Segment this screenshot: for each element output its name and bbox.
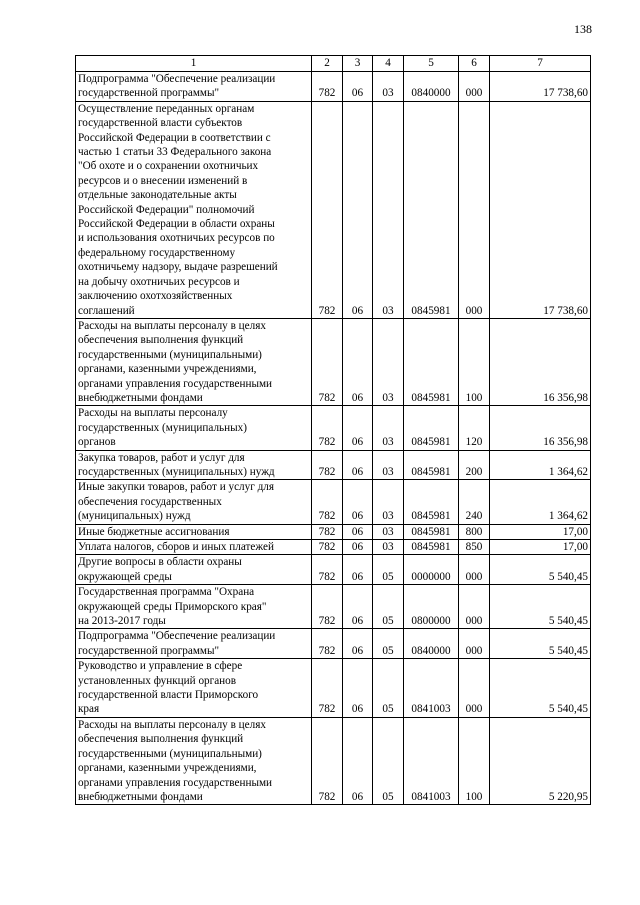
row-code-admin: 782	[312, 101, 343, 318]
row-amount: 5 540,45	[490, 659, 591, 718]
row-amount: 16 356,98	[490, 406, 591, 450]
row-code-section: 06	[343, 659, 373, 718]
row-code-target: 0841003	[404, 659, 459, 718]
row-description: Расходы на выплаты персоналу государственных (муниципальных) органов	[76, 406, 312, 450]
row-code-expense-type: 100	[459, 717, 490, 804]
row-code-target: 0845981	[404, 540, 459, 555]
row-description: Другие вопросы в области охраны окружающей среды	[76, 555, 312, 585]
table-row	[76, 629, 591, 659]
row-amount: 5 540,45	[490, 555, 591, 585]
table-body	[76, 56, 591, 805]
header-row	[76, 56, 591, 72]
budget-table	[75, 55, 591, 805]
row-description: Государственная программа "Охрана окружающей среды Приморского края" на 2013-2017 годы	[76, 585, 312, 629]
row-code-target: 0840000	[404, 72, 459, 102]
row-code-admin: 782	[312, 585, 343, 629]
header-cell: 6	[459, 56, 490, 72]
row-code-admin: 782	[312, 659, 343, 718]
row-code-expense-type: 000	[459, 629, 490, 659]
table-row	[76, 406, 591, 450]
row-code-section: 06	[343, 540, 373, 555]
row-code-expense-type: 000	[459, 101, 490, 318]
row-code-target: 0845981	[404, 318, 459, 405]
row-code-admin: 782	[312, 540, 343, 555]
row-code-subsection: 03	[373, 101, 404, 318]
table-row	[76, 72, 591, 102]
row-amount: 1 364,62	[490, 450, 591, 480]
row-code-expense-type: 100	[459, 318, 490, 405]
row-description: Уплата налогов, сборов и иных платежей	[76, 540, 312, 555]
row-code-expense-type: 850	[459, 540, 490, 555]
row-code-section: 06	[343, 72, 373, 102]
row-description: Расходы на выплаты персоналу в целях обеспечения выполнения функций государственными (муниципальными) органами, казенными учреждениями, органами управления государственными внебюджетными фондами	[76, 318, 312, 405]
table-row	[76, 659, 591, 718]
row-code-admin: 782	[312, 406, 343, 450]
row-code-subsection: 05	[373, 659, 404, 718]
row-code-subsection: 03	[373, 72, 404, 102]
table-row	[76, 524, 591, 539]
row-description: Расходы на выплаты персоналу в целях обеспечения выполнения функций государственными (муниципальными) органами, казенными учреждениями, органами управления государственными внебюджетными фондами	[76, 717, 312, 804]
row-code-section: 06	[343, 406, 373, 450]
table-row	[76, 717, 591, 804]
row-amount: 5 220,95	[490, 717, 591, 804]
row-code-subsection: 05	[373, 555, 404, 585]
row-code-subsection: 05	[373, 629, 404, 659]
row-amount: 17 738,60	[490, 72, 591, 102]
row-amount: 5 540,45	[490, 585, 591, 629]
row-amount: 16 356,98	[490, 318, 591, 405]
row-code-admin: 782	[312, 524, 343, 539]
table-row	[76, 318, 591, 405]
row-description: Руководство и управление в сфере установленных функций органов государственной власти Приморского края	[76, 659, 312, 718]
row-amount: 17,00	[490, 540, 591, 555]
table-row	[76, 480, 591, 524]
row-amount: 17 738,60	[490, 101, 591, 318]
row-code-subsection: 03	[373, 480, 404, 524]
row-code-admin: 782	[312, 450, 343, 480]
row-amount: 5 540,45	[490, 629, 591, 659]
header-cell: 2	[312, 56, 343, 72]
header-cell: 4	[373, 56, 404, 72]
row-code-subsection: 03	[373, 318, 404, 405]
row-code-target: 0840000	[404, 629, 459, 659]
row-code-admin: 782	[312, 318, 343, 405]
header-cell: 1	[76, 56, 312, 72]
table-row	[76, 540, 591, 555]
row-description: Иные бюджетные ассигнования	[76, 524, 312, 539]
table-row	[76, 101, 591, 318]
header-cell: 5	[404, 56, 459, 72]
row-amount: 1 364,62	[490, 480, 591, 524]
row-code-expense-type: 800	[459, 524, 490, 539]
page-number: 138	[574, 22, 592, 36]
row-code-expense-type: 000	[459, 659, 490, 718]
row-code-expense-type: 000	[459, 585, 490, 629]
row-code-section: 06	[343, 629, 373, 659]
row-code-expense-type: 200	[459, 450, 490, 480]
row-code-subsection: 05	[373, 717, 404, 804]
row-code-section: 06	[343, 555, 373, 585]
row-code-expense-type: 240	[459, 480, 490, 524]
table-row	[76, 585, 591, 629]
row-code-section: 06	[343, 318, 373, 405]
row-code-expense-type: 000	[459, 72, 490, 102]
row-code-target: 0845981	[404, 101, 459, 318]
row-code-admin: 782	[312, 629, 343, 659]
row-code-section: 06	[343, 524, 373, 539]
row-code-admin: 782	[312, 72, 343, 102]
row-code-admin: 782	[312, 717, 343, 804]
row-description: Подпрограмма "Обеспечение реализации государственной программы"	[76, 629, 312, 659]
row-amount: 17,00	[490, 524, 591, 539]
row-code-subsection: 05	[373, 585, 404, 629]
row-code-target: 0845981	[404, 450, 459, 480]
table-row	[76, 555, 591, 585]
row-code-expense-type: 000	[459, 555, 490, 585]
row-code-section: 06	[343, 101, 373, 318]
header-cell: 7	[490, 56, 591, 72]
row-description: Иные закупки товаров, работ и услуг для обеспечения государственных (муниципальных) нужд	[76, 480, 312, 524]
table-row	[76, 450, 591, 480]
row-code-subsection: 03	[373, 450, 404, 480]
row-description: Закупка товаров, работ и услуг для государственных (муниципальных) нужд	[76, 450, 312, 480]
row-code-target: 0800000	[404, 585, 459, 629]
row-code-section: 06	[343, 717, 373, 804]
row-code-section: 06	[343, 480, 373, 524]
row-code-target: 0000000	[404, 555, 459, 585]
row-code-admin: 782	[312, 480, 343, 524]
row-description: Подпрограмма "Обеспечение реализации государственной программы"	[76, 72, 312, 102]
row-code-target: 0841003	[404, 717, 459, 804]
row-code-subsection: 03	[373, 524, 404, 539]
row-code-target: 0845981	[404, 480, 459, 524]
row-code-admin: 782	[312, 555, 343, 585]
row-code-section: 06	[343, 585, 373, 629]
header-cell: 3	[343, 56, 373, 72]
row-description: Осуществление переданных органам государственной власти субъектов Российской Федерации в соответствии с частью 1 статьи 33 Федерального закона "Об охоте и о сохранении охотничьих ресурсов и о внесении изменений в отдельные законодательные акты Российской Федерации" полномочий Российской Федерации в области охраны и использования охотничьих ресурсов по федеральному государственному охотничьему надзору, выдаче разрешений на добычу охотничьих ресурсов и заключению охотхозяйственных соглашений	[76, 101, 312, 318]
row-code-expense-type: 120	[459, 406, 490, 450]
row-code-section: 06	[343, 450, 373, 480]
row-code-target: 0845981	[404, 406, 459, 450]
row-code-subsection: 03	[373, 406, 404, 450]
row-code-subsection: 03	[373, 540, 404, 555]
row-code-target: 0845981	[404, 524, 459, 539]
